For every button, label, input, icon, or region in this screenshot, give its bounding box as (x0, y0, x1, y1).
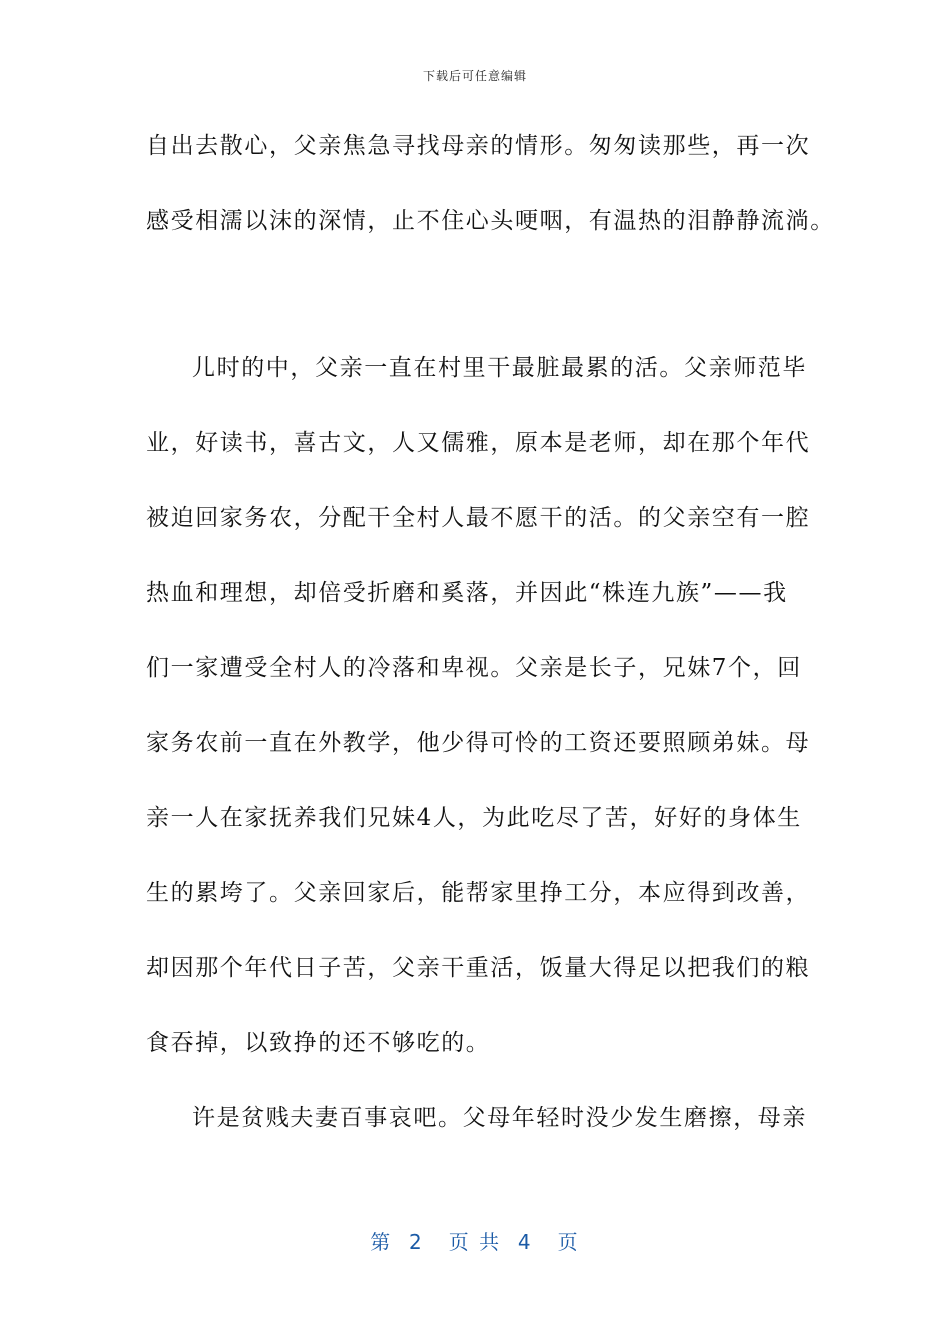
text-line: 生的累垮了。父亲回家后，能帮家里挣工分，本应得到改善， (146, 880, 811, 906)
text-line: 被迫回家务农，分配干全村人最不愿干的活。的父亲空有一腔 (146, 505, 811, 531)
text-line: 感受相濡以沫的深情，止不住心头哽咽，有温热的泪静静流淌。 (146, 208, 835, 234)
document-body (146, 126, 835, 1173)
text-line: 许是贫贱夫妻百事哀吧。父母年轻时没少发生磨擦，母亲 (192, 1105, 807, 1131)
text-line: 儿时的中，父亲一直在村里干最脏最累的活。父亲师范毕 (192, 355, 807, 381)
text-line: 却因那个年代日子苦，父亲干重活，饭量大得足以把我们的粮 (146, 955, 811, 981)
text-line: 业，好读书，喜古文，人又儒雅，原本是老师，却在那个年代 (146, 430, 811, 456)
paragraph (146, 1098, 806, 1173)
text-line: 食吞掉，以致挣的还不够吃的。 (146, 1030, 491, 1056)
page-number: 第 2 页 共 4 页 (370, 1230, 580, 1254)
paragraph-gap (146, 276, 806, 348)
paragraph (146, 126, 835, 276)
text-line: 亲一人在家抚养我们兄妹4人，为此吃尽了苦，好好的身体生 (146, 805, 802, 831)
header-note: 下载后可任意编辑 (422, 69, 527, 83)
paragraph (146, 348, 811, 1098)
text-line: 热血和理想，却倍受折磨和奚落，并因此“株连九族”——我 (146, 580, 788, 606)
text-line: 自出去散心，父亲焦急寻找母亲的情形。匆匆读那些，再一次 (146, 133, 811, 159)
text-line: 们一家遭受全村人的冷落和卑视。父亲是长子，兄妹7个，回 (146, 655, 802, 681)
text-line: 家务农前一直在外教学，他少得可怜的工资还要照顾弟妹。母 (146, 730, 811, 756)
